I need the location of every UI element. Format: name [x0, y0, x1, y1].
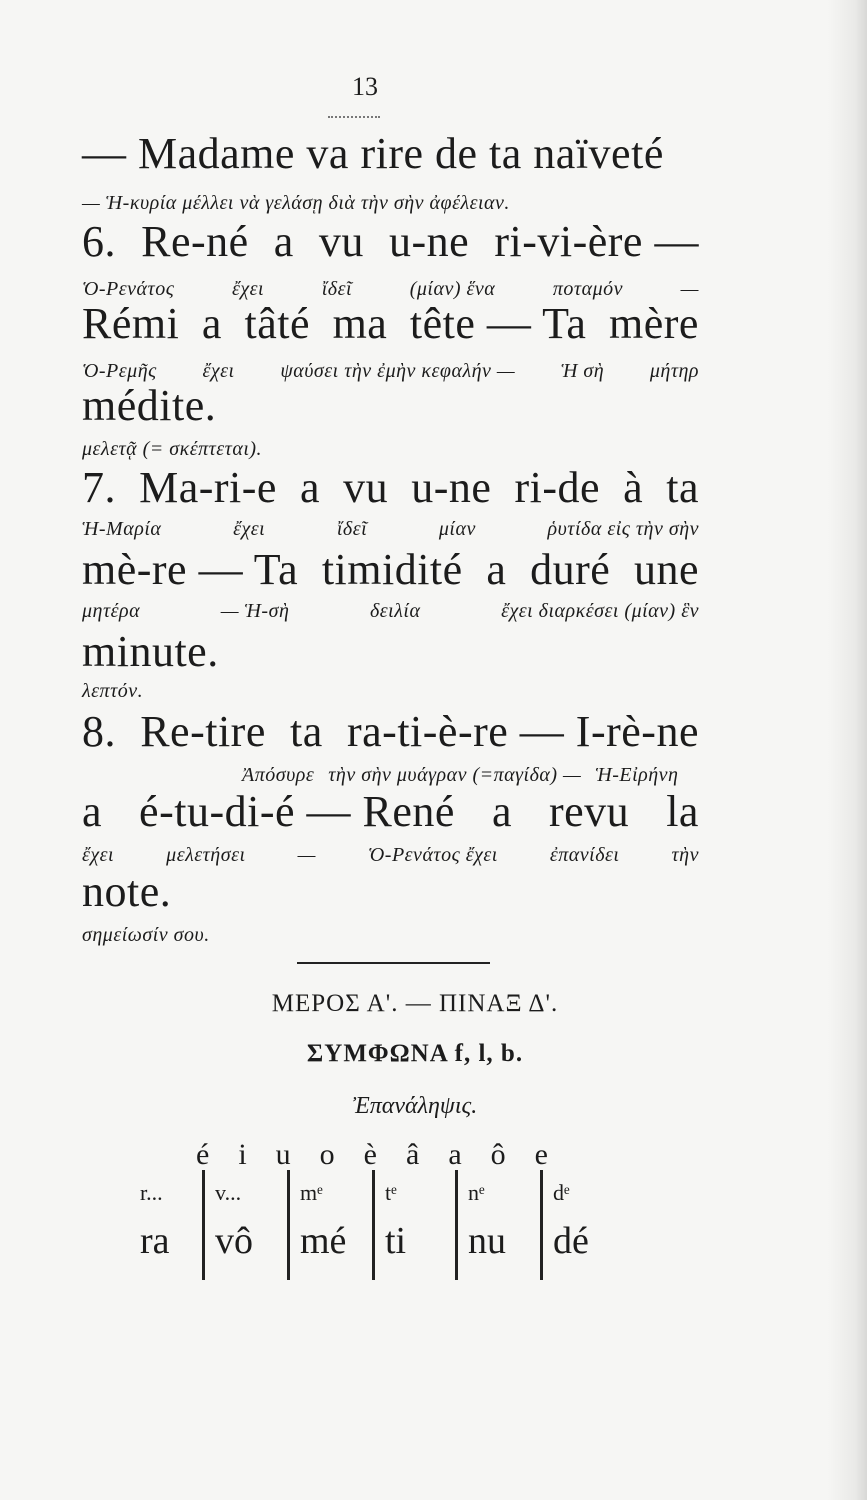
word: δειλία	[369, 600, 421, 622]
syllable-column	[372, 1170, 455, 1280]
ornament-wave	[328, 108, 380, 118]
word: a	[300, 463, 321, 512]
word: ri-vi-ère —	[494, 217, 699, 266]
word: à	[623, 463, 644, 512]
word: (μίαν) ἕνα	[409, 278, 496, 300]
word: ψαύσει τὴν ἐμὴν κεφαλήν —	[280, 360, 516, 382]
syllable-consonant: v...	[215, 1180, 242, 1205]
vowel: e	[534, 1138, 548, 1171]
word: Ἡ-Εἰρήνη	[595, 764, 679, 786]
syllable-table	[130, 1170, 625, 1280]
word: ἔχει	[231, 278, 265, 300]
vowel: i	[238, 1138, 247, 1171]
word: Ma-ri-e	[139, 463, 277, 512]
french-line-6	[82, 544, 699, 595]
greek-line-6	[82, 600, 699, 623]
word: u-ne	[411, 463, 492, 512]
syllable-consonant: nᵉ	[468, 1180, 485, 1205]
word: a	[486, 545, 507, 594]
syllable: nu	[468, 1220, 506, 1262]
word: tâté	[244, 299, 310, 348]
french-line-9	[82, 786, 699, 837]
word: a	[491, 787, 512, 836]
word: 8.	[82, 707, 116, 756]
word: u-ne	[389, 217, 470, 266]
french-line-2	[82, 216, 699, 267]
vowel: u	[275, 1138, 291, 1171]
syllable-column	[287, 1170, 372, 1280]
syllable-column	[455, 1170, 540, 1280]
word: a	[201, 299, 222, 348]
vowel: â	[406, 1138, 420, 1171]
word: —	[297, 844, 316, 866]
syllable-consonant: r...	[140, 1180, 163, 1205]
word: timidité	[321, 545, 463, 594]
word: ἔχει	[202, 360, 235, 382]
word: tête — Ta	[409, 299, 587, 348]
word: ἴδεῖ	[321, 278, 353, 300]
greek-line-9	[82, 844, 699, 867]
word: revu	[548, 787, 630, 836]
syllable-column	[202, 1170, 287, 1280]
word: Ἀπόσυρε	[242, 764, 315, 786]
word: ἔχει	[82, 844, 115, 866]
word: μίαν	[438, 518, 476, 540]
greek-line-4: μελετᾷ (= σκέπτεται).	[82, 438, 263, 460]
word: ποταμόν	[552, 278, 623, 300]
word: Ἡ σὴ	[560, 360, 605, 382]
greek-line-7: λεπτόν.	[82, 680, 144, 702]
word: — Ἡ-σὴ	[220, 600, 290, 622]
word: ra-ti-è-re — I-rè-ne	[347, 707, 699, 756]
word: vu	[343, 463, 389, 512]
word: mère	[609, 299, 699, 348]
vowel: ô	[490, 1138, 506, 1171]
word: a	[82, 787, 103, 836]
syllable: ra	[140, 1220, 170, 1262]
word: ῥυτίδα εἰς τὴν σὴν	[547, 518, 699, 540]
word: μελετήσει	[166, 844, 246, 866]
word: τὴν σὴν μυάγραν (=παγίδα) —	[328, 764, 582, 786]
greek-line-5	[82, 518, 699, 541]
word: μήτηρ	[649, 360, 699, 382]
syllable: dé	[553, 1220, 589, 1262]
syllable-consonant: tᵉ	[385, 1180, 397, 1205]
word: mè-re — Ta	[82, 545, 299, 594]
syllable: mé	[300, 1220, 347, 1262]
page-edge-shadow	[827, 0, 867, 1500]
syllable: vô	[215, 1220, 253, 1262]
word: la	[666, 787, 699, 836]
word: une	[633, 545, 699, 594]
syllable-consonant: dᵉ	[553, 1180, 570, 1205]
word: duré	[530, 545, 611, 594]
vowel: a	[448, 1138, 462, 1171]
word: ἴδεῖ	[336, 518, 368, 540]
word: ἐπανίδει	[549, 844, 620, 866]
word: Re-tire	[140, 707, 266, 756]
word: Ὁ-Ρεμῆς	[82, 360, 157, 382]
syllable-column	[130, 1170, 202, 1280]
syllable-consonant: mᵉ	[300, 1180, 323, 1205]
word: ta	[290, 707, 323, 756]
section-subtitle: ΣΥΜΦΩΝΑ f, l, b.	[306, 1040, 524, 1067]
french-line-1: — Madame va rire de ta naïveté	[82, 129, 664, 178]
word: 6.	[82, 217, 116, 266]
french-line-8	[82, 706, 699, 757]
syllable-column	[540, 1170, 625, 1280]
word: ἔχει διαρκέσει (μίαν) ἓν	[501, 600, 699, 622]
greek-line-1: — Ἡ-κυρία μέλλει νὰ γελάσῃ διὰ τὴν σὴν ἀφέλειαν.	[82, 192, 510, 214]
word: é-tu-di-é — René	[139, 787, 455, 836]
word: ma	[332, 299, 388, 348]
word: vu	[318, 217, 364, 266]
vowel: é	[196, 1138, 210, 1171]
french-line-7: minute.	[82, 627, 219, 676]
french-line-5	[82, 462, 699, 513]
word: τὴν	[671, 844, 699, 866]
greek-line-10: σημείωσίν σου.	[82, 924, 210, 946]
word: μητέρα	[82, 600, 141, 622]
word: a	[273, 217, 294, 266]
word: Rémi	[82, 299, 180, 348]
word: 7.	[82, 463, 116, 512]
word: Re-né	[141, 217, 249, 266]
word: —	[680, 278, 699, 300]
syllable: ti	[385, 1220, 407, 1262]
greek-line-8	[242, 764, 678, 787]
section-divider	[297, 962, 490, 964]
vowel-row	[196, 1138, 548, 1172]
word: ta	[666, 463, 699, 512]
word: Ὁ-Ρενάτος ἔχει	[367, 844, 498, 866]
french-line-10: note.	[82, 867, 172, 916]
section-title: ΜΕΡΟΣ Α'. — ΠΙΝΑΞ Δ'.	[271, 990, 559, 1017]
vowel: o	[319, 1138, 335, 1171]
page-number: 13	[352, 72, 378, 101]
french-line-3	[82, 298, 699, 349]
word: Ἡ-Μαρία	[82, 518, 162, 540]
word: Ὁ-Ρενάτος	[82, 278, 175, 300]
section-label: Ἐπανάληψις.	[352, 1093, 478, 1119]
word: ri-de	[514, 463, 601, 512]
vowel: è	[363, 1138, 377, 1171]
french-line-4: médite.	[82, 381, 217, 430]
word: ἔχει	[233, 518, 266, 540]
